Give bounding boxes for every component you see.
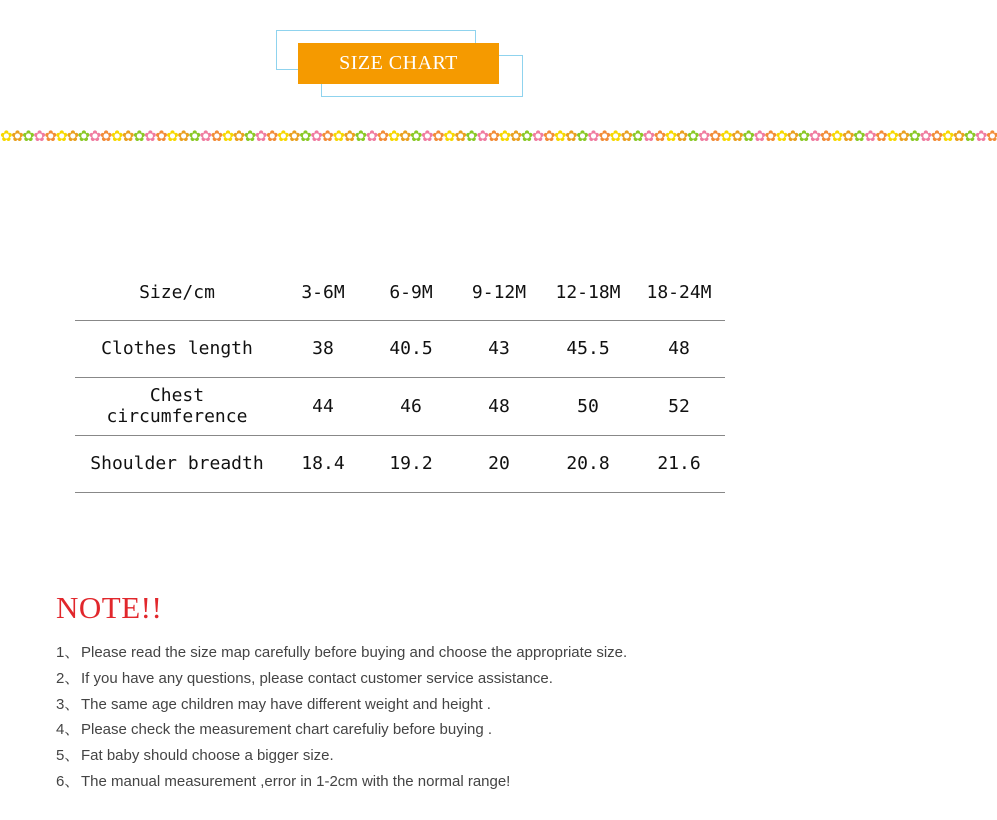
asterisk-flower-icon: ✿: [963, 127, 975, 145]
asterisk-flower-icon: ✿: [864, 127, 876, 145]
asterisk-flower-icon: ✿: [299, 127, 311, 145]
asterisk-flower-icon: ✿: [33, 127, 45, 145]
asterisk-flower-icon: ✿: [686, 127, 698, 145]
asterisk-flower-icon: ✿: [77, 127, 89, 145]
asterisk-flower-icon: ✿: [432, 127, 444, 145]
asterisk-flower-icon: ✿: [498, 127, 510, 145]
note-number: 3、: [56, 695, 80, 713]
asterisk-flower-icon: ✿: [919, 127, 931, 145]
column-header: 9-12M: [455, 265, 543, 320]
row-label: Shoulder breadth: [75, 435, 279, 493]
asterisk-flower-icon: ✿: [66, 127, 78, 145]
note-number: 5、: [56, 747, 80, 765]
table-cell: 48: [455, 378, 543, 436]
column-header: 18-24M: [633, 265, 725, 320]
asterisk-flower-icon: ✿: [132, 127, 145, 145]
asterisk-flower-icon: ✿: [974, 127, 986, 145]
note-number: 1、: [56, 644, 80, 661]
asterisk-flower-icon: ✿: [288, 127, 300, 145]
asterisk-flower-icon: ✿: [221, 127, 233, 145]
asterisk-flower-icon: ✿: [243, 127, 255, 145]
asterisk-flower-icon: ✿: [853, 127, 865, 145]
asterisk-flower-icon: ✿: [121, 127, 133, 145]
asterisk-flower-icon: ✿: [199, 127, 211, 145]
note-text: Fat baby should choose a bigger size.: [81, 747, 334, 765]
asterisk-flower-icon: ✿: [875, 127, 887, 145]
asterisk-flower-icon: ✿: [376, 127, 388, 145]
asterisk-flower-icon: ✿: [742, 127, 754, 145]
asterisk-flower-icon: ✿: [55, 127, 67, 145]
size-chart-badge: [276, 30, 526, 100]
table-cell: 40.5: [367, 320, 455, 378]
asterisk-flower-icon: ✿: [830, 127, 842, 145]
asterisk-flower-icon: ✿: [775, 127, 787, 145]
asterisk-flower-icon: ✿: [110, 127, 122, 145]
note-text: If you have any questions, please contact customer service assistance.: [81, 669, 553, 687]
asterisk-flower-icon: ✿: [520, 127, 532, 145]
asterisk-flower-icon: ✿: [664, 127, 676, 145]
asterisk-flower-icon: ✿: [321, 127, 333, 145]
table-cell: 19.2: [367, 435, 455, 493]
asterisk-flower-icon: ✿: [797, 127, 809, 145]
row-label: Clothes length: [75, 320, 279, 378]
note-item: [56, 666, 627, 692]
asterisk-flower-icon: ✿: [808, 127, 820, 145]
note-text: Please check the measurement chart carefuliy before buying .: [81, 721, 493, 739]
column-header: Size/cm: [75, 265, 279, 320]
asterisk-flower-icon: ✿: [166, 127, 178, 145]
asterisk-flower-icon: ✿: [310, 127, 322, 145]
asterisk-flower-icon: ✿: [587, 127, 599, 145]
table-cell: 20: [455, 435, 543, 493]
asterisk-flower-icon: ✿: [720, 127, 732, 145]
asterisk-flower-icon: ✿: [841, 127, 854, 145]
note-item: [56, 717, 627, 743]
asterisk-flower-icon: ✿: [155, 127, 167, 145]
asterisk-flower-icon: ✿: [697, 127, 709, 145]
asterisk-flower-icon: ✿: [531, 127, 543, 145]
table-cell: 45.5: [543, 320, 633, 378]
note-title: NOTE!!: [56, 590, 163, 625]
asterisk-flower-icon: ✿: [598, 127, 610, 145]
asterisk-flower-icon: ✿: [819, 127, 831, 145]
table-cell: 43: [455, 320, 543, 378]
table-cell: 44: [279, 378, 367, 436]
asterisk-flower-icon: ✿: [620, 127, 632, 145]
row-label: Chest circumference: [75, 378, 279, 436]
asterisk-flower-icon: ✿: [731, 127, 743, 145]
note-text: The manual measurement ,error in 1-2cm with the normal range!: [81, 772, 511, 790]
table-cell: 48: [633, 320, 725, 378]
column-header: 3-6M: [279, 265, 367, 320]
asterisk-flower-icon: ✿: [276, 127, 289, 145]
asterisk-flower-icon: ✿: [487, 127, 499, 145]
asterisk-flower-icon: ✿: [22, 127, 34, 145]
asterisk-flower-icon: ✿: [753, 127, 765, 145]
asterisk-flower-icon: ✿: [653, 127, 665, 145]
table-cell: 38: [279, 320, 367, 378]
asterisk-flower-icon: ✿: [398, 127, 410, 145]
table-cell: 50: [543, 378, 633, 436]
asterisk-flower-icon: ✿: [576, 127, 588, 145]
asterisk-flower-icon: ✿: [542, 127, 554, 145]
table-cell: 21.6: [633, 435, 725, 493]
note-item: [56, 692, 627, 718]
note-text: The same age children may have different weight and height .: [81, 695, 491, 713]
note-item: [56, 769, 627, 795]
asterisk-flower-icon: ✿: [254, 127, 266, 145]
asterisk-flower-icon: ✿: [941, 127, 953, 145]
asterisk-flower-icon: ✿: [786, 127, 798, 145]
asterisk-flower-icon: ✿: [476, 127, 488, 145]
table-header-row: [75, 265, 725, 320]
note-item: [56, 640, 627, 666]
asterisk-flower-icon: ✿: [609, 127, 621, 145]
asterisk-flower-icon: ✿: [177, 127, 189, 145]
asterisk-flower-icon: ✿: [985, 127, 997, 145]
asterisk-flower-icon: ✿: [443, 127, 455, 145]
asterisk-flower-icon: ✿: [144, 127, 156, 145]
asterisk-flower-icon: ✿: [265, 127, 277, 145]
asterisk-flower-icon: ✿: [709, 127, 721, 145]
asterisk-flower-icon: ✿: [465, 127, 477, 145]
asterisk-flower-icon: ✿: [354, 127, 366, 145]
flower-border: [0, 126, 997, 146]
asterisk-flower-icon: ✿: [675, 127, 687, 145]
asterisk-flower-icon: ✿: [188, 127, 200, 145]
asterisk-flower-icon: ✿: [930, 127, 942, 145]
asterisk-flower-icon: ✿: [232, 127, 244, 145]
asterisk-flower-icon: ✿: [44, 127, 56, 145]
table-row: [75, 435, 725, 493]
asterisk-flower-icon: ✿: [908, 127, 920, 145]
column-header: 6-9M: [367, 265, 455, 320]
note-number: 4、: [56, 721, 80, 739]
table-cell: 18.4: [279, 435, 367, 493]
table-cell: 52: [633, 378, 725, 436]
asterisk-flower-icon: ✿: [886, 127, 898, 145]
asterisk-flower-icon: ✿: [897, 127, 909, 145]
asterisk-flower-icon: ✿: [210, 127, 222, 145]
note-item: [56, 743, 627, 769]
table-row: [75, 320, 725, 378]
asterisk-flower-icon: ✿: [343, 127, 355, 145]
note-number: 2、: [56, 669, 80, 687]
table-cell: 20.8: [543, 435, 633, 493]
asterisk-flower-icon: ✿: [11, 127, 23, 145]
asterisk-flower-icon: ✿: [454, 127, 466, 145]
page-title: SIZE CHART: [298, 43, 499, 84]
asterisk-flower-icon: ✿: [764, 127, 776, 145]
asterisk-flower-icon: ✿: [420, 127, 433, 145]
note-list: [56, 640, 627, 795]
note-text: Please read the size map carefully before buying and choose the appropriate size.: [81, 644, 628, 661]
asterisk-flower-icon: ✿: [365, 127, 377, 145]
asterisk-flower-icon: ✿: [99, 127, 111, 145]
size-table: [75, 265, 725, 493]
asterisk-flower-icon: ✿: [642, 127, 654, 145]
asterisk-flower-icon: ✿: [553, 127, 565, 145]
asterisk-flower-icon: ✿: [332, 127, 344, 145]
table-cell: 46: [367, 378, 455, 436]
note-number: 6、: [56, 772, 80, 790]
asterisk-flower-icon: ✿: [564, 127, 577, 145]
table-row: [75, 378, 725, 436]
asterisk-flower-icon: ✿: [409, 127, 421, 145]
asterisk-flower-icon: ✿: [952, 127, 964, 145]
asterisk-flower-icon: ✿: [509, 127, 521, 145]
asterisk-flower-icon: ✿: [631, 127, 643, 145]
asterisk-flower-icon: ✿: [0, 127, 12, 145]
asterisk-flower-icon: ✿: [88, 127, 100, 145]
column-header: 12-18M: [543, 265, 633, 320]
asterisk-flower-icon: ✿: [387, 127, 399, 145]
